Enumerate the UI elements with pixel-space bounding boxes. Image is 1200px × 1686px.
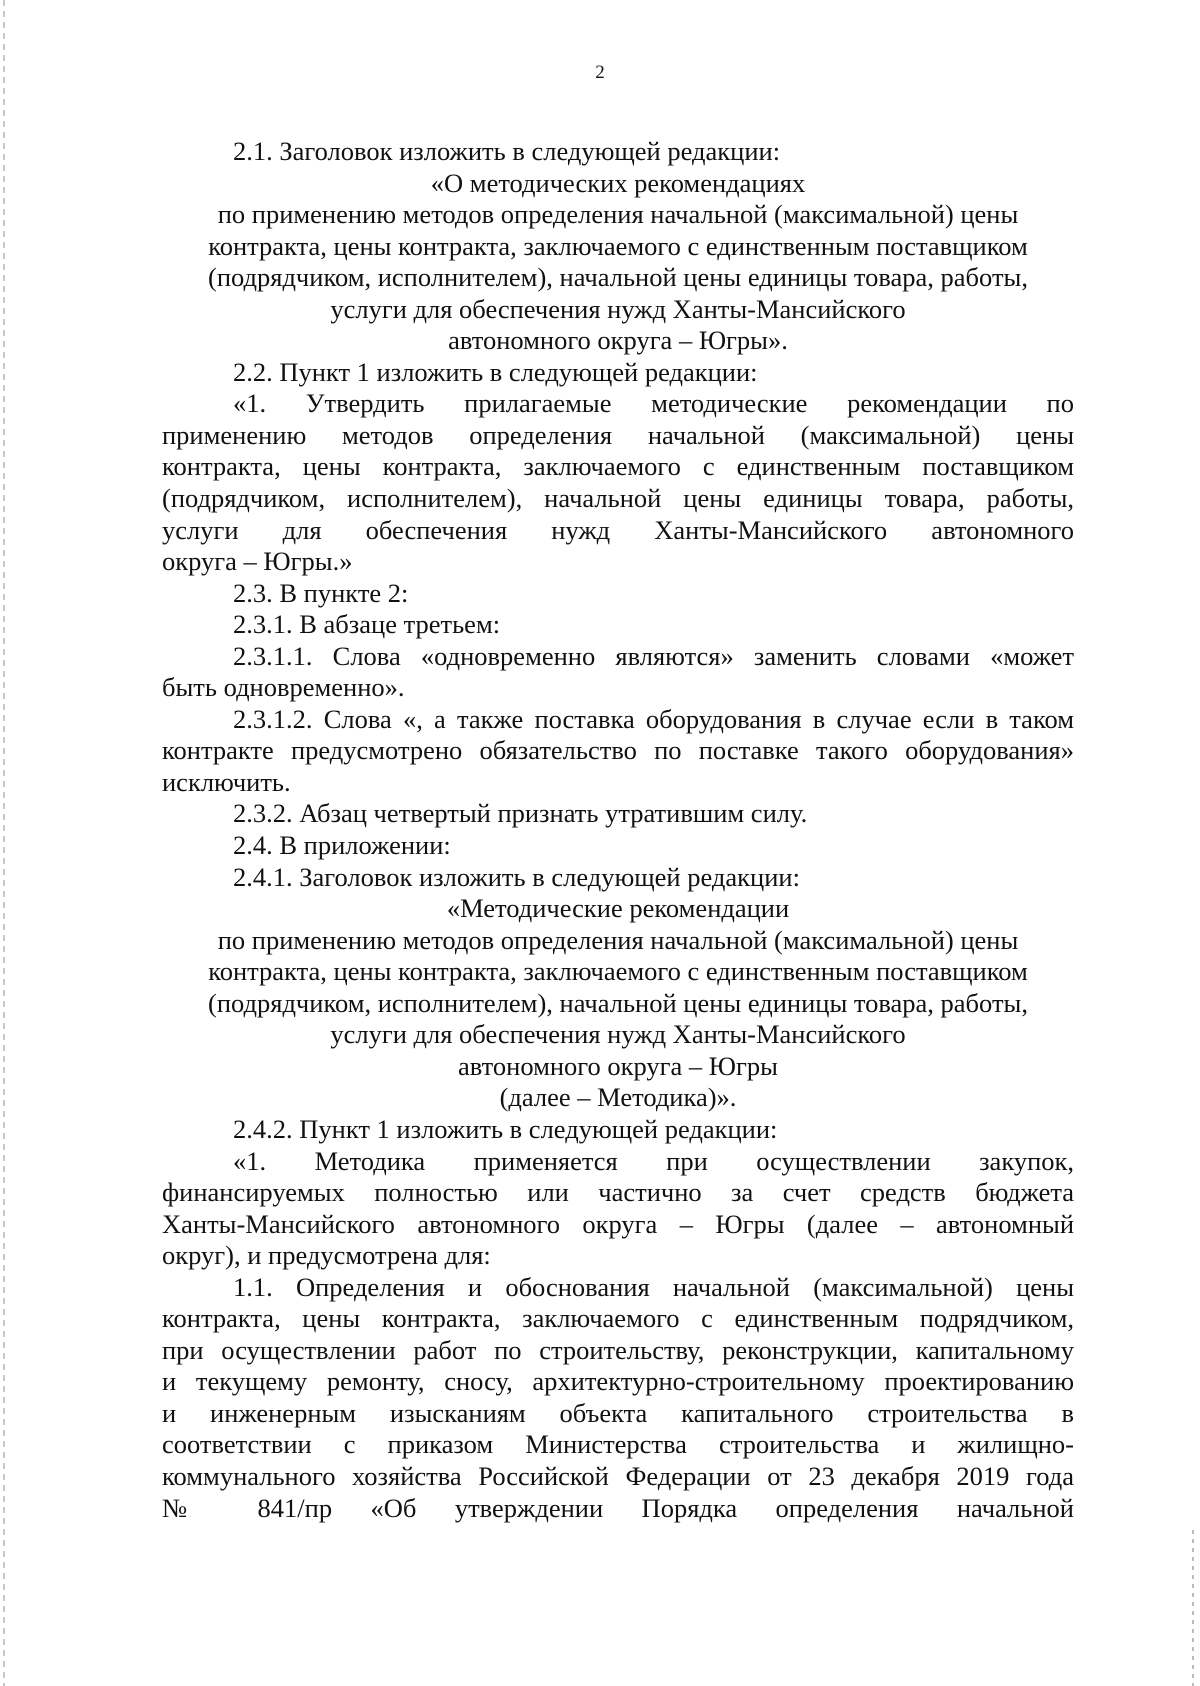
text-line: 2.3.2. Абзац четвертый признать утратившим силу. [233,798,808,829]
heading-line: «О методических рекомендациях [430,167,806,198]
text-line: «1. Методика применяется при осуществлении закупок, [233,1145,1074,1176]
text-line: и текущему ремонту, сносу, архитектурно-строительному проектированию [162,1366,1074,1397]
text-line: финансируемых полностью или частично за счет средств бюджета [162,1177,1074,1208]
text-line: 2.1. Заголовок изложить в следующей редакции: [233,136,781,166]
heading-line: по применению методов определения начальной (максимальной) цены [217,924,1019,955]
text-line: контракте предусмотрено обязательство по поставке такого оборудования» [162,735,1074,766]
scan-edge-right [1192,1530,1194,1686]
text-line: контракта, цены контракта, заключаемого с единственным поставщиком [162,451,1074,482]
heading-line: (далее – Методика)». [499,1082,737,1113]
text-line: «1. Утвердить прилагаемые методические рекомендации по [233,388,1074,419]
text-line: (подрядчиком, исполнителем), начальной цены единицы товара, работы, [162,483,1074,514]
text-line: округ), и предусмотрена для: [162,1240,491,1271]
text-line: 2.4.2. Пункт 1 изложить в следующей редакции: [233,1113,778,1144]
heading-line: контракта, цены контракта, заключаемого с единственным поставщиком [208,956,1028,987]
text-line: и инженерным изысканиям объекта капитального строительства в [162,1397,1074,1428]
text-line: соответствии с приказом Министерства строительства и жилищно- [162,1429,1074,1460]
heading-line: автономного округа – Югры [458,1050,778,1081]
text-line: 2.4.1. Заголовок изложить в следующей редакции: [233,861,800,892]
heading-line: (подрядчиком, исполнителем), начальной цены единицы товара, работы, [208,262,1028,293]
text-line: быть одновременно». [162,672,405,703]
text-line: исключить. [162,766,291,797]
heading-line: «Методические рекомендации [446,893,790,924]
text-line: 2.2. Пункт 1 изложить в следующей редакции: [233,356,758,387]
heading-line: (подрядчиком, исполнителем), начальной цены единицы товара, работы, [208,987,1028,1018]
text-line: коммунального хозяйства Российской Федерации от 23 декабря 2019 года [162,1460,1074,1491]
text-line: 2.3.1.2. Слова «, а также поставка оборудования в случае если в таком [233,703,1074,734]
heading-line: контракта, цены контракта, заключаемого с единственным поставщиком [208,230,1028,261]
text-line: применению методов определения начальной (максимальной) цены [162,419,1074,450]
text-line: 2.4. В приложении: [233,830,451,861]
text-line: 2.3.1.1. Слова «одновременно являются» заменить словами «может [233,640,1074,671]
heading-line: по применению методов определения начальной (максимальной) цены [217,199,1019,230]
text-line: округа – Югры.» [162,546,353,577]
text-line: 1.1. Определения и обоснования начальной (максимальной) цены [233,1271,1074,1302]
text-line: при осуществлении работ по строительству, реконструкции, капитальному [162,1334,1074,1365]
text-line: Ханты-Мансийского автономного округа – Югры (далее – автономный [162,1208,1074,1239]
text-line: 2.3. В пункте 2: [233,577,409,608]
page-number: 2 [595,62,605,83]
text-line: 2.3.1. В абзаце третьем: [233,609,501,640]
document-body [162,136,1074,1524]
text-line: № 841/пр «Об утверждении Порядка определения начальной [162,1492,1074,1523]
scan-edge-left [3,0,5,1686]
heading-line: автономного округа – Югры». [448,325,788,356]
heading-line: услуги для обеспечения нужд Ханты-Мансийского [330,1019,906,1050]
text-line: контракта, цены контракта, заключаемого с единственным подрядчиком, [162,1303,1074,1334]
heading-line: услуги для обеспечения нужд Ханты-Мансийского [330,293,906,324]
text-line: услуги для обеспечения нужд Ханты-Мансийского автономного [162,514,1074,545]
